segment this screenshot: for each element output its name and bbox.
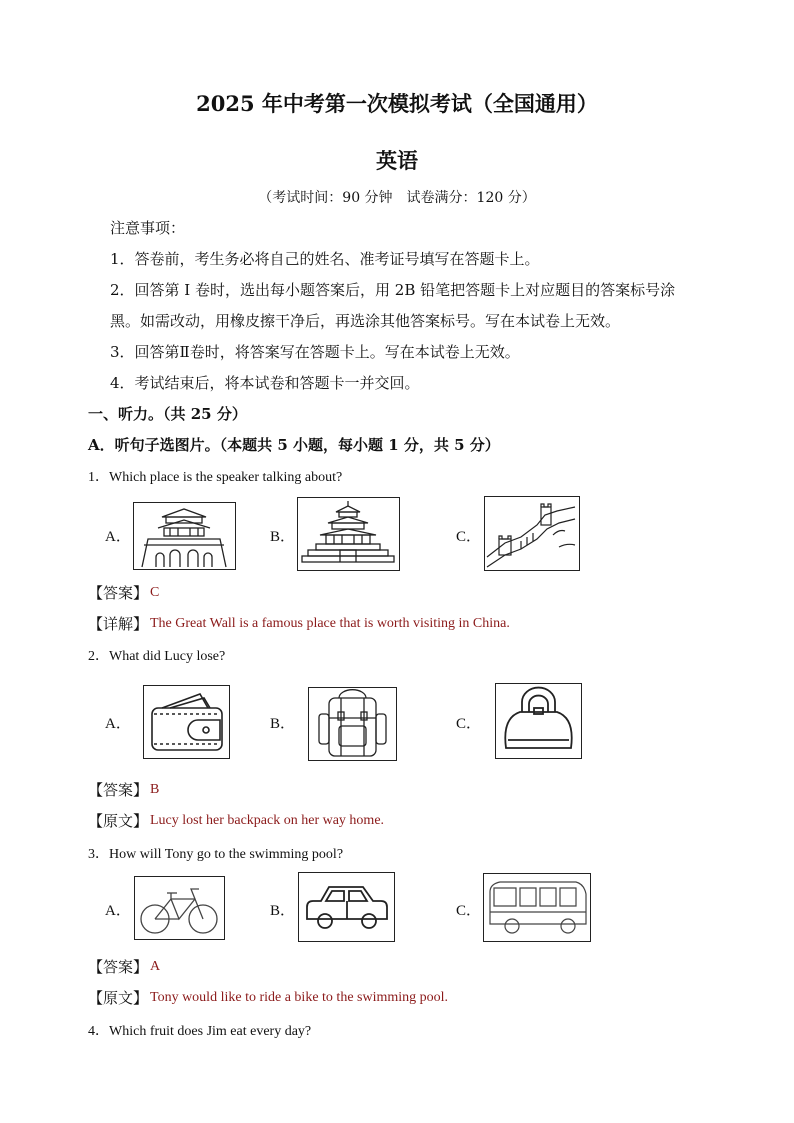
q1-option-b-label: B． xyxy=(270,529,296,545)
section-title: 一、听力。（共 25 分） xyxy=(88,405,247,423)
q3-note-tag: 【原文】 xyxy=(88,989,149,1007)
notice-item-1: 1．答卷前，考生务必将自己的姓名、准考证号填写在答题卡上。 xyxy=(110,250,540,268)
q1-answer: C xyxy=(150,585,160,600)
question-3-stem: 3．How will Tony go to the swimming pool? xyxy=(88,847,344,862)
q2-option-c-label: C． xyxy=(456,716,482,732)
q3-answer: A xyxy=(150,959,161,974)
backpack-icon xyxy=(308,687,397,761)
bus-icon xyxy=(483,873,591,942)
q1-option-a-label: A． xyxy=(105,529,131,545)
q2-option-a-label: A． xyxy=(105,716,131,732)
q3-option-c-label: C． xyxy=(456,903,482,919)
tiananmen-icon xyxy=(133,502,236,570)
question-2-stem: 2．What did Lucy lose? xyxy=(88,649,226,664)
q2-option-b-label: B． xyxy=(270,716,296,732)
question-4-stem: 4．Which fruit does Jim eat every day? xyxy=(88,1024,312,1039)
notice-item-4: 4．考试结束后，将本试卷和答题卡一并交回。 xyxy=(110,374,420,392)
q3-answer-tag: 【答案】 xyxy=(88,958,149,976)
car-icon xyxy=(298,872,395,942)
page-title: 2025 年中考第一次模拟考试（全国通用） xyxy=(196,91,598,116)
great-wall-icon xyxy=(484,496,580,571)
q1-note: The Great Wall is a famous place that is worth visiting in China. xyxy=(150,616,510,631)
q1-option-c-label: C． xyxy=(456,529,482,545)
part-a-title: A．听句子选图片。（本题共 5 小题，每小题 1 分，共 5 分） xyxy=(88,436,500,454)
q2-note-tag: 【原文】 xyxy=(88,812,149,830)
q3-option-b-label: B． xyxy=(270,903,296,919)
q3-note: Tony would like to ride a bike to the swimming pool. xyxy=(150,990,449,1005)
temple-of-heaven-icon xyxy=(297,497,400,571)
q1-answer-tag: 【答案】 xyxy=(88,584,149,602)
question-1-stem: 1．Which place is the speaker talking about? xyxy=(88,470,343,485)
wallet-icon xyxy=(143,685,230,759)
exam-info: （考试时间：90 分钟 试卷满分：120 分） xyxy=(258,190,536,206)
q2-note: Lucy lost her backpack on her way home. xyxy=(150,813,385,828)
q3-option-a-label: A． xyxy=(105,903,131,919)
notice-item-3: 3．回答第Ⅱ卷时，将答案写在答题卡上。写在本试卷上无效。 xyxy=(110,343,520,361)
bicycle-icon xyxy=(134,876,225,940)
q1-note-tag: 【详解】 xyxy=(88,615,149,633)
q2-answer: B xyxy=(150,782,160,797)
q2-answer-tag: 【答案】 xyxy=(88,781,149,799)
notice-heading: 注意事项： xyxy=(110,219,186,237)
subject-title: 英语 xyxy=(376,148,418,173)
notice-item-2-line1: 2．回答第 I 卷时，选出每小题答案后，用 2B 铅笔把答题卡上对应题目的答案标号涂 xyxy=(110,281,676,299)
handbag-icon xyxy=(495,683,582,759)
notice-item-2-line2: 黑。如需改动，用橡皮擦干净后，再选涂其他答案标号。写在本试卷上无效。 xyxy=(110,312,621,330)
